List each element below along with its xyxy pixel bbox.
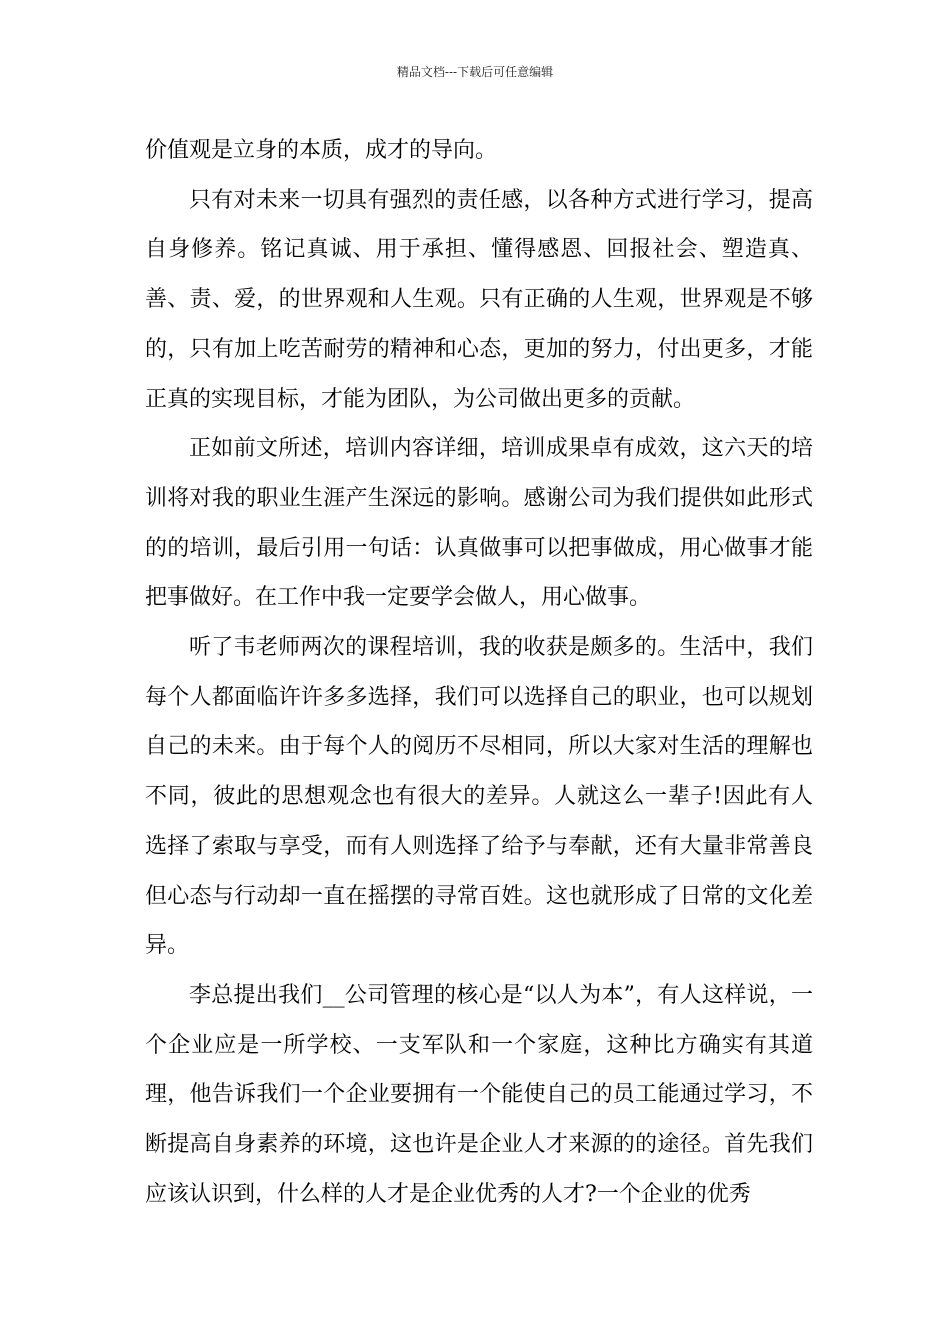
paragraph-5: 李总提出我们__公司管理的核心是“以人为本”，有人这样说，一个企业应是一所学校、一支军队和一个家庭，这种比方确实有其道理，他告诉我们一个企业要拥有一个能使自己的员工能通过学习，不断提高自身素养的环境，这也许是企业人才来源的的途径。首先我们应该认识到，什么样的人才是企业优秀的人才?一个企业的优秀 [145, 982, 813, 1207]
document-body [145, 126, 813, 1219]
paragraph-3: 正如前文所述，培训内容详细，培训成果卓有成效，这六天的培训将对我的职业生涯产生深远的影响。感谢公司为我们提供如此形式的的培训，最后引用一句话：认真做事可以把事做成，用心做事才能把事做好。在工作中我一定要学会做人，用心做事。 [145, 436, 813, 611]
page-header: 精品文档---下载后可任意编辑 [396, 65, 554, 79]
paragraph-1: 价值观是立身的本质，成才的导向。 [145, 138, 498, 163]
paragraph-4: 听了韦老师两次的课程培训，我的收获是颇多的。生活中，我们每个人都面临许许多多选择，我们可以选择自己的职业，也可以规划自己的未来。由于每个人的阅历不尽相同，所以大家对生活的理解也不同，彼此的思想观念也有很大的差异。人就这么一辈子!因此有人选择了索取与享受，而有人则选择了给予与奉献，还有大量非常善良但心态与行动却一直在摇摆的寻常百姓。这也就形成了日常的文化差异。 [145, 635, 813, 959]
paragraph-2: 只有对未来一切具有强烈的责任感，以各种方式进行学习，提高自身修养。铭记真诚、用于承担、懂得感恩、回报社会、塑造真、善、责、爱，的世界观和人生观。只有正确的人生观，世界观是不够的，只有加上吃苦耐劳的精神和心态，更加的努力，付出更多，才能正真的实现目标，才能为团队，为公司做出更多的贡献。 [145, 187, 813, 412]
